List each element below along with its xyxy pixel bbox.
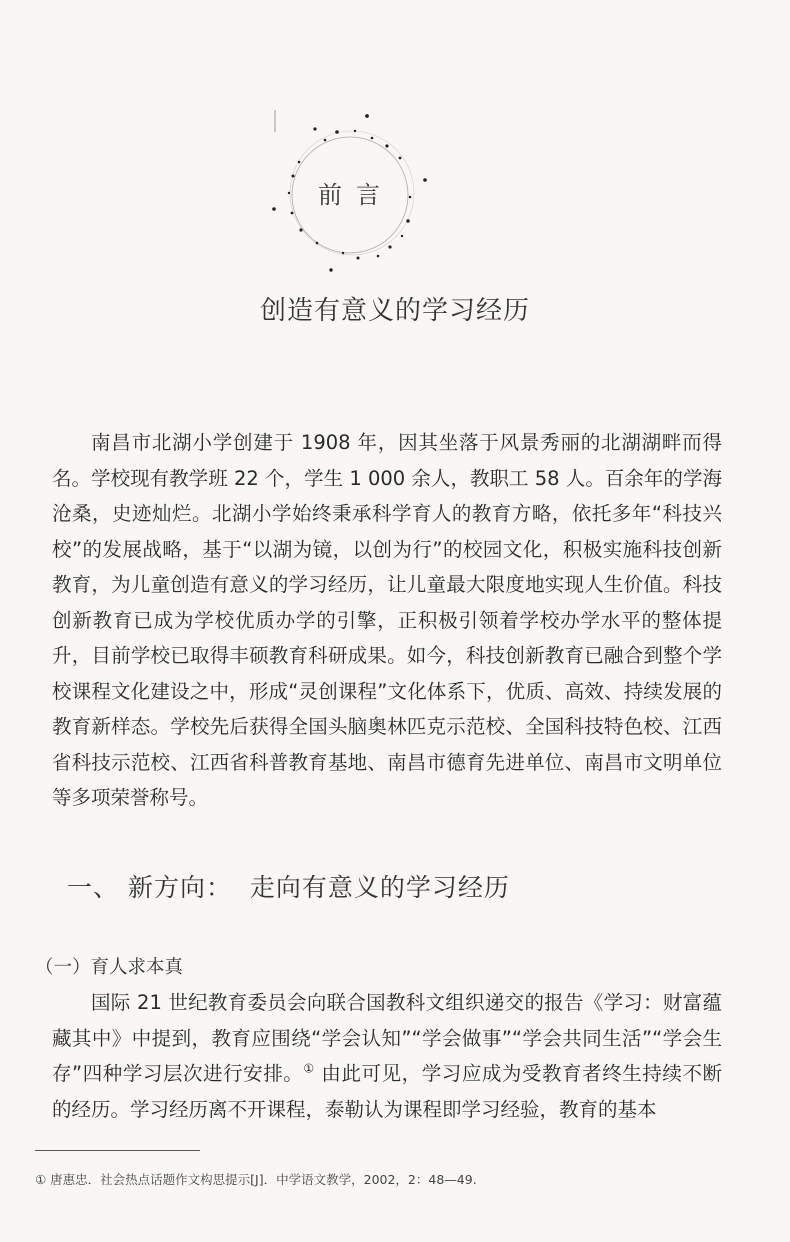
intro-paragraph: 南昌市北湖小学创建于 1908 年，因其坐落于风景秀丽的北湖湖畔而得名。学校现有教学班 22 个，学生 1 000 余人，教职工 58 人。百余年的学海沧桑，史迹灿烂。北湖小学始终秉承科学育人的教育方略，依托多年“科技兴校”的发展战略，基于“以湖为镜，以创为行”的校园文化，积极实施科技创新教育，为儿童创造有意义的学习经历，让儿童最大限度地实现人生价值。科技创新教育已成为学校优质办学的引擎，正积极引领着学校办学水平的整体提升，目前学校已取得丰硕教育科研成果。如今，科技创新教育已融合到整个学校课程文化建设之中，形成“灵创课程”文化体系下，优质、高效、持续发展的教育新样态。学校先后获得全国头脑奥林匹克示范校、全国科技特色校、江西省科技示范校、江西省科普教育基地、南昌市德育先进单位、南昌市文明单位等多项荣誉称号。 xyxy=(52,431,722,809)
subsection-heading: （一）育人求本真 xyxy=(35,957,184,978)
section-heading: 一、 新方向： 走向有意义的学习经历 xyxy=(67,873,510,902)
preface-title: 前言 xyxy=(318,181,394,209)
chapter-subtitle: 创造有意义的学习经历 xyxy=(259,296,530,326)
footnote-divider xyxy=(35,1150,200,1151)
section-paragraph xyxy=(52,985,722,1127)
footnote-marker[interactable]: ① xyxy=(303,1061,315,1076)
section-paragraph-part1: 国际 21 世纪教育委员会向联合国教科文组织递交的报告《学习：财富蕴藏其中》中提到，教育应围绕“学会认知”“学会做事”“学会共同生活”“学会生存”四种学习层次进行安排。 xyxy=(52,991,722,1085)
section-paragraph-part2: 由此可见，学习应成为受教育者终生持续不断的经历。学习经历离不开课程，泰勒认为课程即学习经验，教育的基本 xyxy=(52,1062,723,1121)
footnote: ① 唐惠忠．社会热点话题作文构思提示[J]．中学语文教学，2002，2：48—49. xyxy=(35,1172,477,1187)
